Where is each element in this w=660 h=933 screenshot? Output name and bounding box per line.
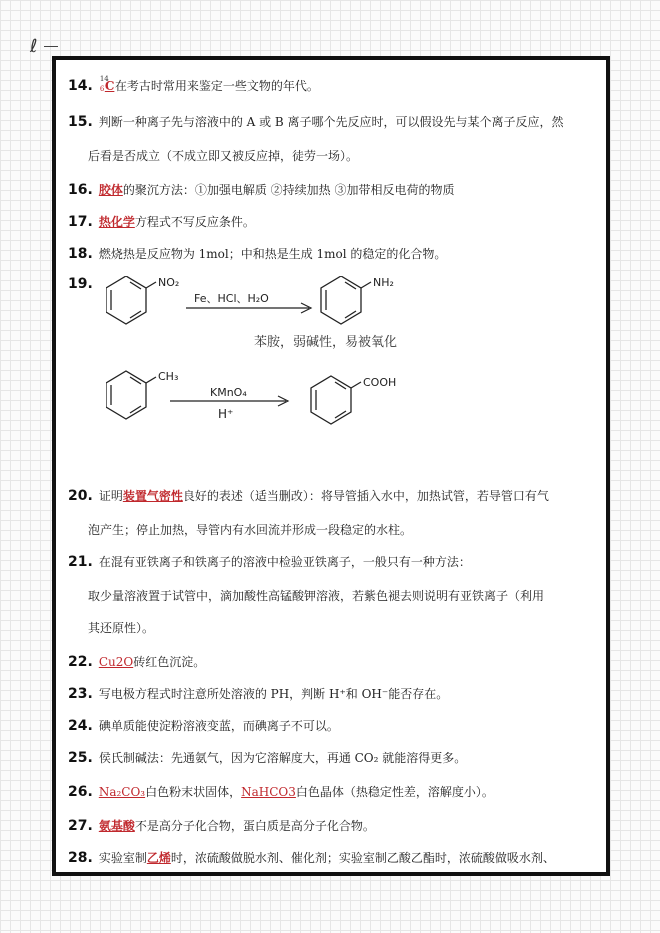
item-number: 22. (68, 654, 93, 670)
item-15 (68, 114, 564, 130)
keyword: 热化学 (98, 215, 135, 229)
benzene-ring-product1 (321, 276, 371, 324)
clip-icon: ℓ (30, 36, 38, 57)
isotope-c14: 14 6 C (99, 75, 115, 93)
item-number: 16. (68, 182, 93, 198)
item-number: 28. (68, 850, 93, 866)
reaction1-conditions: Fe、HCl、H₂O (194, 292, 269, 305)
item-text: 不是高分子化合物，蛋白质是高分子化合物。 (134, 819, 375, 833)
item-number: 21. (68, 554, 93, 570)
item-text: 在考古时常用来鉴定一些文物的年代。 (114, 79, 319, 93)
item-number: 19. (68, 276, 93, 292)
nitro-group-label: NO₂ (158, 276, 180, 289)
item-number: 14. (68, 78, 93, 94)
keyword: NaHCO3 (241, 785, 296, 799)
benzene-ring-reactant2 (106, 371, 156, 419)
reaction2-condition: H⁺ (218, 407, 234, 421)
item-text: 良好的表述（适当删改）：将导管插入水中，加热试管，若导管口有气 (182, 489, 549, 503)
keyword: 乙烯 (146, 851, 171, 865)
item-20-line2: 泡产生；停止加热，导管内有水回流并形成一段稳定的水柱。 (88, 523, 413, 537)
item-number: 27. (68, 818, 93, 834)
item-number: 25. (68, 750, 93, 766)
item-text: 方程式不写反应条件。 (134, 215, 255, 229)
item-26 (68, 784, 494, 800)
item-28: 28. 实验室制乙烯时，浓硫酸做脱水剂、催化剂；实验室制乙酸乙酯时，浓硫酸做吸水剂、 (68, 850, 555, 866)
benzene-ring-reactant1 (106, 276, 156, 324)
item-15-line2: 后看是否成立（不成立即又被反应掉，徒劳一场）。 (88, 149, 359, 163)
item-text: 碘单质能使淀粉溶液变蓝，而碘离子不可以。 (98, 719, 339, 733)
keyword: 胶体 (98, 183, 123, 197)
item-number: 26. (68, 784, 93, 800)
item-text: 白色晶体（热稳定性差，溶解度小）。 (295, 785, 494, 799)
benzene-ring-product2 (311, 376, 361, 424)
reaction2-reagent: KMnO₄ (210, 386, 247, 399)
aniline-caption: 苯胺，弱碱性，易被氧化 (254, 335, 398, 350)
note-frame (52, 56, 610, 876)
item-16 (68, 182, 454, 198)
item-text: 判断一种离子先与溶液中的 A 或 B 离子哪个先反应时，可以假设先与某个离子反应，然 (98, 115, 564, 129)
item-number: 20. (68, 488, 93, 504)
item-text: 燃烧热是反应物为 1mol；中和热是生成 1mol 的稳定的化合物。 (98, 247, 447, 261)
keyword: Cu2O (98, 655, 134, 669)
item-text: 侯氏制碱法：先通氨气，因为它溶解度大，再通 CO₂ 就能溶得更多。 (98, 751, 467, 765)
item-text: 砖红色沉淀。 (133, 655, 206, 669)
item-text: 写电极方程式时注意所处溶液的 PH，判断 H⁺和 OH⁻能否存在。 (98, 687, 449, 701)
item-19 (68, 276, 99, 292)
item-number: 18. (68, 246, 93, 262)
item-27 (68, 818, 375, 834)
methyl-group-label: CH₃ (158, 370, 179, 383)
item-18 (68, 246, 446, 262)
keyword: Na₂CO₃ (98, 785, 146, 799)
item-number: 24. (68, 718, 93, 734)
keyword: 氨基酸 (98, 819, 135, 833)
clip-line (44, 46, 58, 47)
item-text: 白色粉末状固体， (145, 785, 242, 799)
item-14 (68, 75, 319, 94)
item-text: 的聚沉方法：①加强电解质 ②持续加热 ③加带相反电荷的物质 (122, 183, 455, 197)
item-21-line2: 取少量溶液置于试管中，滴加酸性高锰酸钾溶液，若紫色褪去则说明有亚铁离子（利用 (88, 589, 545, 603)
item-number: 15. (68, 114, 93, 130)
amino-group-label: NH₂ (373, 276, 394, 289)
item-number: 17. (68, 214, 93, 230)
item-number: 23. (68, 686, 93, 702)
keyword: 装置气密性 (122, 489, 183, 503)
carboxyl-group-label: COOH (363, 376, 397, 389)
reaction-diagram (106, 276, 436, 456)
item-22 (68, 654, 205, 670)
item-25 (68, 750, 466, 766)
item-text: 在混有亚铁离子和铁离子的溶液中检验亚铁离子，一般只有一种方法： (98, 555, 471, 569)
item-21-line3: 其还原性）。 (88, 621, 155, 635)
item-20: 20. 证明装置气密性良好的表述（适当删改）：将导管插入水中，加热试管，若导管口有气 (68, 488, 549, 504)
item-24 (68, 718, 339, 734)
item-23 (68, 686, 448, 702)
item-17 (68, 214, 255, 230)
item-text: 时，浓硫酸做脱水剂、催化剂；实验室制乙酸乙酯时，浓硫酸做吸水剂、 (170, 851, 555, 865)
item-21 (68, 554, 471, 570)
